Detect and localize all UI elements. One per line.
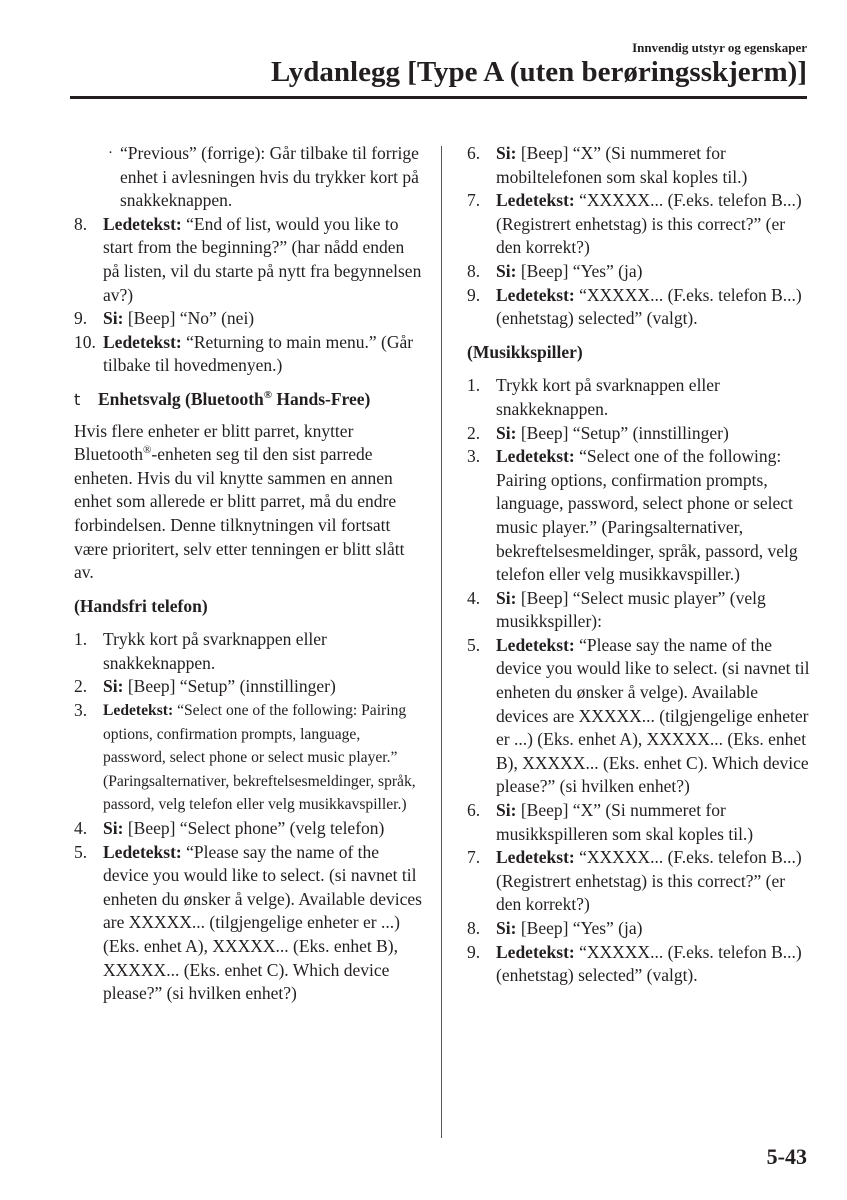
item-number: 9.: [467, 284, 481, 305]
list-item: [467, 799, 812, 846]
list-item: [74, 331, 424, 378]
item-number: 3.: [467, 446, 481, 467]
item-number: 8.: [467, 260, 481, 281]
list-item: [74, 699, 424, 817]
item-label: Si:: [103, 676, 124, 697]
item-text: “Returning to main menu.” (Går tilbake til hovedmenyen.): [103, 331, 414, 376]
item-text: “XXXXX... (F.eks. telefon B...) (enhetstag) selected” (valgt).: [496, 941, 802, 986]
list-item: [467, 422, 812, 446]
right-list-2: [467, 374, 812, 987]
item-number: 5.: [467, 634, 481, 655]
item-text: [Beep] “Select phone” (velg telefon): [123, 818, 385, 839]
item-number: 3.: [74, 700, 88, 721]
item-label: Ledetekst:: [496, 847, 575, 868]
item-number: 9.: [74, 308, 88, 329]
item-number: 2.: [467, 422, 481, 443]
item-text: [Beep] “X” (Si nummeret for musikkspilleren som skal koples til.): [496, 800, 754, 844]
item-number: 10.: [74, 331, 96, 352]
left-list-2: [74, 628, 424, 1006]
item-number: 1.: [74, 629, 88, 650]
item-label: Si:: [496, 143, 517, 163]
item-text: [Beep] “Select music player” (velg musikkspiller):: [496, 587, 766, 632]
list-item: [467, 374, 812, 421]
list-item: [74, 213, 424, 307]
item-label: Ledetekst:: [496, 190, 575, 211]
item-label: Ledetekst:: [496, 634, 575, 655]
list-item: [467, 445, 812, 587]
registered-mark: ®: [143, 444, 152, 457]
section-title-a: Enhetsvalg (Bluetooth: [98, 388, 264, 409]
page-number: 5-43: [766, 1144, 807, 1169]
bullet-text: “Previous” (forrige): Går tilbake til forrige enhet i avlesningen hvis du trykker kort på snakkeknappen.: [120, 143, 419, 211]
item-text: “Please say the name of the device you would like to select. (si navnet til enheten du ønsker å velge). Available devices are XXXXX... (tilgjengelige enheter er ...) (Eks. enhet A), XXXXX... (Eks. enhet B), XXXXX... (Eks. enhet C). Which device please?” (si hvilken enhet?): [103, 841, 422, 1004]
right-column: [467, 142, 812, 988]
item-text: [Beep] “Setup” (innstillinger): [516, 422, 729, 443]
item-text: [Beep] “Yes” (ja): [516, 918, 643, 938]
item-number: 4.: [467, 587, 481, 608]
item-number: 4.: [74, 818, 88, 839]
item-text: [Beep] “Yes” (ja): [516, 260, 643, 281]
list-item: [467, 142, 812, 189]
item-number: 2.: [74, 676, 88, 697]
list-item: [74, 675, 424, 699]
item-label: Si:: [103, 818, 124, 839]
list-item: [467, 846, 812, 917]
list-item: [74, 628, 424, 675]
list-item: [467, 260, 812, 284]
section-heading: [74, 388, 424, 412]
item-number: 7.: [467, 847, 481, 868]
list-item: [467, 634, 812, 799]
item-text: [Beep] “X” (Si nummeret for mobiltelefonen som skal koples til.): [496, 143, 748, 187]
right-list-1: [467, 142, 812, 331]
item-text: “End of list, would you like to start from the beginning?” (har nådd enden på listen, vil du starte på nytt fra begynnelsen av?): [103, 213, 422, 305]
item-number: 7.: [467, 190, 481, 211]
item-number: 9.: [467, 941, 481, 962]
item-text: [Beep] “No” (nei): [123, 308, 255, 329]
item-number: 8.: [74, 213, 88, 234]
item-label: Ledetekst:: [103, 702, 174, 720]
list-item: [467, 189, 812, 260]
item-label: Si:: [496, 918, 517, 938]
item-label: Ledetekst:: [103, 213, 182, 234]
registered-mark: ®: [263, 389, 272, 402]
item-label: Ledetekst:: [103, 841, 182, 862]
list-item: [467, 587, 812, 634]
list-item: [467, 284, 812, 331]
item-label: Ledetekst:: [496, 941, 575, 962]
list-item: [74, 817, 424, 841]
item-label: Ledetekst:: [496, 446, 575, 467]
left-list-1: [74, 213, 424, 378]
item-number: 1.: [467, 375, 481, 396]
item-label: Si:: [496, 260, 517, 281]
bullet-mark: ·: [108, 145, 113, 161]
item-text: [Beep] “Setup” (innstillinger): [123, 676, 336, 697]
list-item: [74, 841, 424, 1006]
item-label: Si:: [103, 308, 124, 329]
item-text: “Select one of the following: Pairing options, confirmation prompts, language, password, select phone or select music player.” (Paringsalternativer, bekreftelsesmeldinger, språk, passord, velg telefon eller velg musikkavspiller.): [103, 702, 416, 814]
item-text: Trykk kort på svarknappen eller snakkeknappen.: [103, 629, 327, 673]
header-rule: [70, 96, 807, 99]
column-divider: [441, 146, 442, 1138]
item-text: “XXXXX... (F.eks. telefon B...) (enhetstag) selected” (valgt).: [496, 284, 802, 329]
item-label: Ledetekst:: [103, 331, 182, 352]
left-column: [74, 142, 424, 1006]
subheading-handsfree: (Handsfri telefon): [74, 595, 208, 616]
item-label: Si:: [496, 422, 517, 443]
item-label: Si:: [496, 587, 517, 608]
list-item: [467, 941, 812, 988]
item-text: “Select one of the following: Pairing options, confirmation prompts, language, password, select phone or select music player.” (Paringsalternativer, bekreftelsesmeldinger, språk, passord, velg telefon eller velg musikkavspiller.): [496, 446, 798, 585]
item-number: 8.: [467, 918, 481, 938]
section-paragraph: Hvis flere enheter er blitt parret, knytter Bluetooth®-enheten seg til den sist parrede enheten. Hvis du vil knytte sammen en annen enhet som allerede er blitt parret, må du endre forbindelsen. Denne tilknytningen vil fortsatt være prioritert, selv etter tenningen er blitt slått av.: [74, 420, 405, 583]
item-text: Trykk kort på svarknappen eller snakkeknappen.: [496, 375, 720, 419]
item-text: “XXXXX... (F.eks. telefon B...) (Registrert enhetstag) is this correct?” (er den korrekt?): [496, 190, 802, 258]
item-text: “XXXXX... (F.eks. telefon B...) (Registrert enhetstag) is this correct?” (er den korrekt?): [496, 847, 802, 915]
bullet-item: [74, 142, 424, 213]
section-title-b: Hands-Free): [272, 388, 371, 409]
item-number: 6.: [467, 800, 481, 821]
item-label: Si:: [496, 800, 517, 821]
item-text: “Please say the name of the device you would like to select. (si navnet til enheten du ønsker å velge). Available devices are XXXXX... (tilgjengelige enheter er ...) (Eks. enhet A), XXXXX... (Eks. enhet B), XXXXX... (Eks. enhet C). Which device please?” (si hvilken enhet?): [496, 634, 810, 797]
header-subtitle: Innvendig utstyr og egenskaper: [632, 40, 807, 55]
item-number: 6.: [467, 143, 481, 163]
item-number: 5.: [74, 841, 88, 862]
item-label: Ledetekst:: [496, 284, 575, 305]
page-title: Lydanlegg [Type A (uten berøringsskjerm)]: [271, 56, 807, 88]
list-item: [74, 307, 424, 331]
subheading-music-player: (Musikkspiller): [467, 341, 583, 362]
section-marker-icon: t: [74, 389, 81, 409]
list-item: [467, 917, 812, 941]
